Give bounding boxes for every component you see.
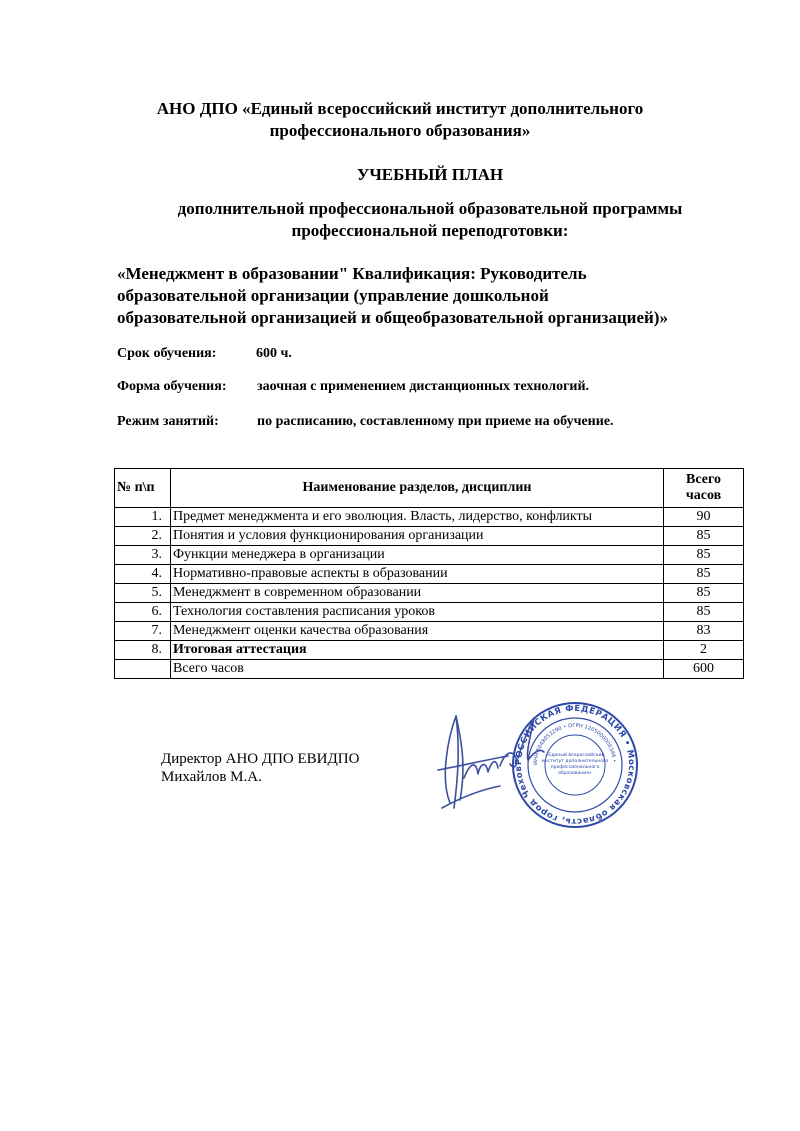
- row-num: 3.: [115, 546, 171, 565]
- director-block: [161, 750, 359, 786]
- form-row: [117, 378, 590, 396]
- organization-title-line1: АНО ДПО «Единый всероссийский институт дополнительного: [156, 99, 644, 118]
- program-name-line2: образовательной организации (управление дошкольной: [117, 286, 549, 305]
- row-num: 6.: [115, 603, 171, 622]
- header-hours-line2: часов: [685, 488, 722, 503]
- table-row: [115, 527, 744, 546]
- table-row: [115, 565, 744, 584]
- curriculum-table: [114, 468, 744, 679]
- program-type-line2: профессиональной переподготовки:: [291, 221, 569, 240]
- mode-value: по расписанию, составленному при приеме на обучение.: [257, 414, 614, 429]
- row-hours: 85: [664, 603, 744, 622]
- row-num: 2.: [115, 527, 171, 546]
- form-label: Форма обучения:: [117, 379, 227, 394]
- program-type-line1: дополнительной профессиональной образовательной программы: [177, 199, 683, 218]
- director-name: Михайлов М.А.: [161, 769, 262, 785]
- table-row: [115, 603, 744, 622]
- row-name: Технология составления расписания уроков: [171, 603, 664, 622]
- organization-title-line2: профессионального образования»: [269, 121, 531, 140]
- header-hours: [664, 469, 744, 508]
- row-hours: 90: [664, 508, 744, 527]
- table-header-row: [115, 469, 744, 508]
- row-name: Итоговая аттестация: [171, 641, 664, 660]
- row-hours: 85: [664, 527, 744, 546]
- header-name: Наименование разделов, дисциплин: [171, 469, 664, 508]
- svg-text:институт дополнительного: институт дополнительного: [541, 759, 609, 764]
- header-num: № п\п: [115, 469, 171, 508]
- svg-text:ИНН 5048053290 • ОГРН 12050000: ИНН 5048053290 • ОГРН 1205000006346 •: [532, 722, 617, 766]
- row-hours: 2: [664, 641, 744, 660]
- table-total-row: [115, 660, 744, 679]
- table-row: [115, 641, 744, 660]
- row-num: 1.: [115, 508, 171, 527]
- svg-text:образования»: образования»: [558, 771, 592, 776]
- svg-text:РОССИЙСКАЯ ФЕДЕРАЦИЯ • Московс: РОССИЙСКАЯ ФЕДЕРАЦИЯ • Московская область, город Чехов: [513, 703, 637, 827]
- row-hours: 85: [664, 584, 744, 603]
- organization-title: [100, 98, 700, 142]
- table-row: [115, 584, 744, 603]
- term-label: Срок обучения:: [117, 346, 217, 361]
- program-name-line3: образовательной организацией и общеобразовательной организацией)»: [117, 308, 668, 327]
- row-name: Предмет менеджмента и его эволюция. Власть, лидерство, конфликты: [171, 508, 664, 527]
- row-name: Нормативно-правовые аспекты в образовании: [171, 565, 664, 584]
- svg-text:профессионального: профессионального: [550, 765, 600, 770]
- row-hours: 83: [664, 622, 744, 641]
- row-num: 5.: [115, 584, 171, 603]
- row-name: Функции менеджера в организации: [171, 546, 664, 565]
- total-label: Всего часов: [171, 660, 664, 679]
- mode-row: [117, 413, 614, 431]
- program-name: [117, 263, 757, 329]
- row-name: Менеджмент в современном образовании: [171, 584, 664, 603]
- seal-stamp: [510, 700, 640, 830]
- row-num: 4.: [115, 565, 171, 584]
- director-title: Директор АНО ДПО ЕВИДПО: [161, 751, 360, 767]
- row-hours: 85: [664, 565, 744, 584]
- svg-text:«Единый всероссийский: «Единый всероссийский: [545, 753, 605, 758]
- mode-label: Режим занятий:: [117, 414, 219, 429]
- document-title: УЧЕБНЫЙ ПЛАН: [356, 165, 504, 184]
- row-num: 8.: [115, 641, 171, 660]
- header-hours-line1: Всего: [686, 472, 721, 487]
- program-name-line1: «Менеджмент в образовании" Квалификация: Руководитель: [117, 264, 587, 283]
- row-num: 7.: [115, 622, 171, 641]
- table-row: [115, 546, 744, 565]
- form-value: заочная с применением дистанционных технологий.: [257, 379, 590, 394]
- row-name: Менеджмент оценки качества образования: [171, 622, 664, 641]
- table-row: [115, 622, 744, 641]
- total-hours: 600: [664, 660, 744, 679]
- row-name: Понятия и условия функционирования организации: [171, 527, 664, 546]
- table-row: [115, 508, 744, 527]
- total-num: [115, 660, 171, 679]
- row-hours: 85: [664, 546, 744, 565]
- program-type: [100, 198, 760, 242]
- term-value: 600 ч.: [256, 346, 292, 361]
- term-row: [117, 345, 292, 363]
